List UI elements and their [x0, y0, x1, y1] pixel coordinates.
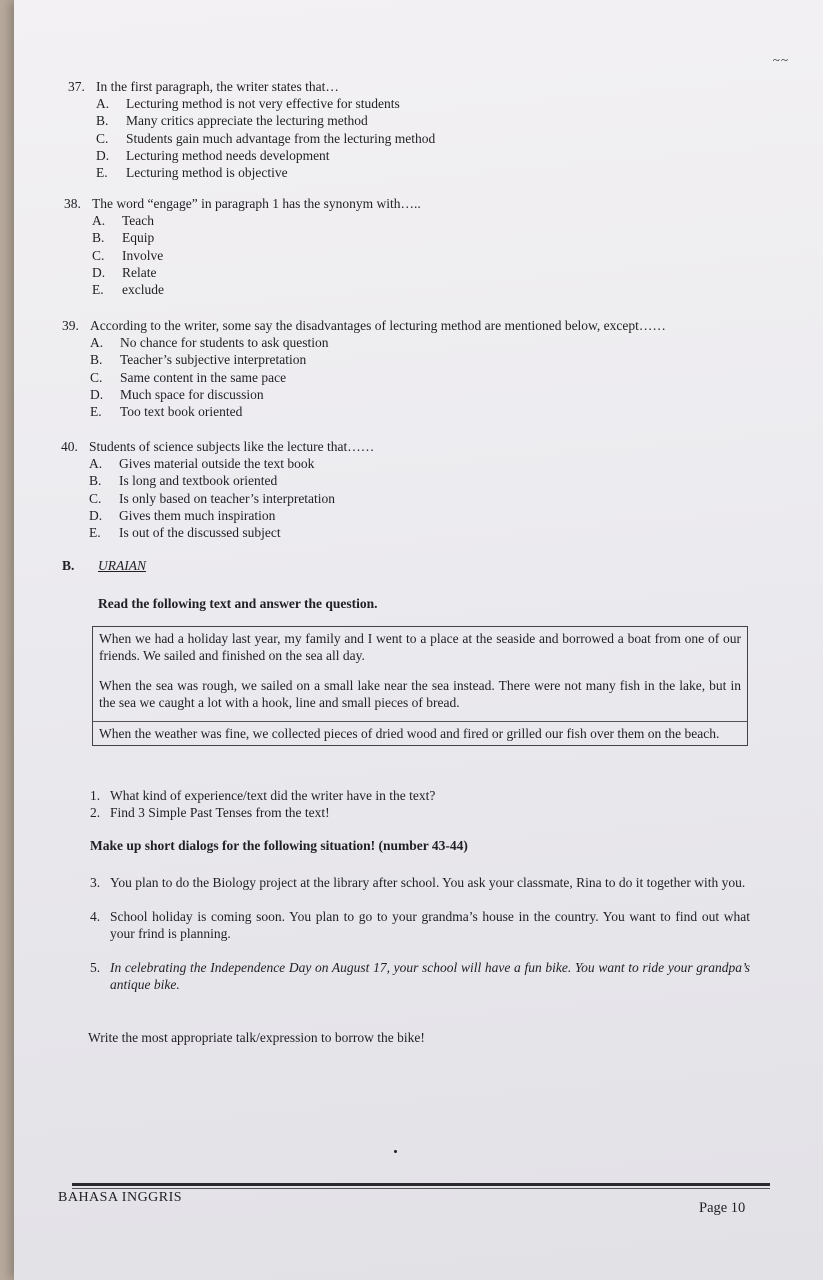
question-stem: The word “engage” in paragraph 1 has the synonym with….. [92, 196, 421, 211]
dialog-situation: 4. School holiday is coming soon. You plan to go to your grandma’s house in the country. You want to find out what your frind is planning. [90, 909, 750, 941]
question-stem: In the first paragraph, the writer states that… [96, 79, 339, 94]
footer-subject: BAHASA INGGRIS [58, 1190, 183, 1205]
read-instruction: Read the following text and answer the question. [98, 596, 378, 611]
dialog-instruction: Make up short dialogs for the following situation! (number 43-44) [90, 838, 468, 853]
option-c: C. Same content in the same pace [90, 369, 287, 385]
footer-rule-thin [72, 1188, 770, 1189]
essay-question: 2. Find 3 Simple Past Tenses from the text! [90, 805, 330, 820]
option-a: A. Lecturing method is not very effective for students [96, 96, 400, 112]
question-stem: Students of science subjects like the lecture that…… [89, 439, 375, 454]
option-e: E. Is out of the discussed subject [89, 525, 281, 541]
option-d: D. Gives them much inspiration [89, 507, 276, 523]
option-b: B. Many critics appreciate the lecturing method [96, 113, 368, 129]
option-b: B. Teacher’s subjective interpretation [90, 352, 307, 368]
dialog-situation: 5. In celebrating the Independence Day on August 17, your school will have a fun bike. You want to ride your grandpa’s antique bike. [90, 960, 750, 992]
question-number: 39. [62, 318, 79, 333]
footer-rule [72, 1183, 770, 1186]
option-b: B. Is long and textbook oriented [89, 473, 278, 489]
closing-instruction: Write the most appropriate talk/expression to borrow the bike! [88, 1030, 425, 1045]
option-d: D. Lecturing method needs development [96, 147, 330, 163]
exam-page [14, 0, 823, 1280]
question-38 [64, 195, 421, 298]
question-37 [68, 78, 435, 181]
question-number: 40. [61, 439, 78, 454]
section-letter: B. [62, 558, 75, 573]
passage-paragraph-2: When the sea was rough, we sailed on a small lake near the sea instead. There were not many fish in the lake, but in the sea we caught a lot with a hook, line and small pieces of bread. [99, 678, 741, 710]
handwritten-mark: ~~ [772, 52, 789, 67]
essay-question: 1. What kind of experience/text did the writer have in the text? [90, 788, 436, 803]
question-40 [61, 438, 374, 541]
option-a: A. Teach [92, 213, 155, 229]
option-c: C. Students gain much advantage from the lecturing method [96, 130, 436, 146]
dialog-situation: 3. You plan to do the Biology project at the library after school. You ask your classmate, Rina to do it together with you. [90, 875, 746, 890]
option-c: C. Involve [92, 247, 164, 263]
option-e: E. Lecturing method is objective [96, 165, 288, 181]
option-a: A. Gives material outside the text book [89, 456, 315, 472]
option-c: C. Is only based on teacher’s interpretation [89, 490, 336, 506]
question-number: 38. [64, 196, 81, 211]
footer-page-number: Page 10 [699, 1200, 746, 1216]
question-stem: According to the writer, some say the disadvantages of lecturing method are mentioned below, except…… [90, 318, 666, 333]
option-e: E. Too text book oriented [90, 404, 243, 420]
question-39 [62, 317, 666, 420]
option-a: A. No chance for students to ask question [90, 335, 329, 351]
dialog-situations [90, 874, 750, 993]
option-e: E. exclude [92, 282, 164, 298]
option-d: D. Much space for discussion [90, 386, 264, 402]
section-title: URAIAN [98, 558, 146, 573]
reading-passage [92, 626, 748, 746]
essay-questions [90, 787, 730, 821]
passage-paragraph-3: When the weather was fine, we collected pieces of dried wood and fired or grilled our fish over them on the beach. [93, 721, 747, 745]
option-d: D. Relate [92, 264, 157, 280]
ink-dot [394, 1150, 397, 1153]
passage-paragraph-1: When we had a holiday last year, my family and I went to a place at the seaside and borrowed a boat from one of our friends. We sailed and finished on the sea all day. [99, 631, 741, 663]
option-b: B. Equip [92, 230, 155, 246]
question-number: 37. [68, 79, 85, 94]
